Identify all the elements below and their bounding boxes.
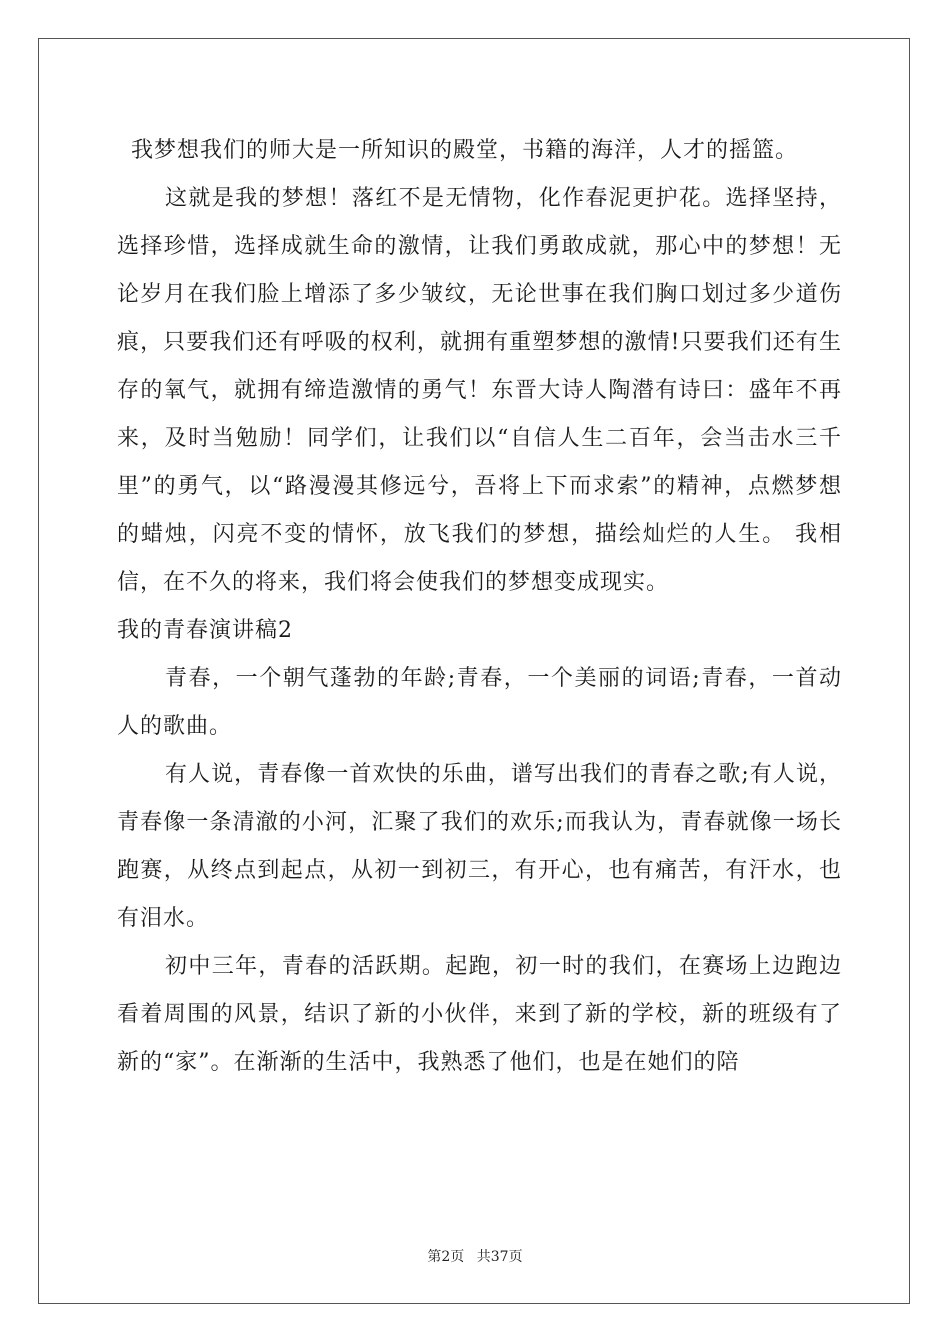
paragraph-junior-high: 初中三年，青春的活跃期。起跑，初一时的我们，在赛场上边跑边看着周围的风景，结识了新的小伙伴，来到了新的学校，新的班级有了新的“家”。在渐渐的生活中，我熟悉了他们，也是在她们的陪 (117, 954, 842, 1075)
page-total: 共37页 (476, 1249, 523, 1265)
paragraph-youth-intro: 青春，一个朝气蓬勃的年龄;青春，一个美丽的词语;青春，一首动人的歌曲。 (117, 666, 842, 739)
paragraph-youth-metaphor: 有人说，青春像一首欢快的乐曲，谱写出我们的青春之歌;有人说，青春像一条清澈的小河，汇聚了我们的欢乐;而我认为，青春就像一场长跑赛，从终点到起点，从初一到初三，有开心，也有痛苦，有汗水，也有泪水。 (117, 762, 842, 931)
paragraph-dream-intro: 我梦想我们的师大是一所知识的殿堂，书籍的海洋，人才的摇篮。 (131, 138, 799, 163)
page-number: 第2页 (427, 1249, 465, 1265)
paragraph-dream: 这就是我的梦想！落红不是无情物，化作春泥更护花。选择坚持，选择珍惜，选择成就生命的激情，让我们勇敢成就，那心中的梦想！无论岁月在我们脸上增添了多少皱纹，无论世事在我们胸口划过多少道伤痕，只要我们还有呼吸的权利，就拥有重塑梦想的激情!只要我们还有生存的氧气，就拥有缔造激情的勇气！东晋大诗人陶潜有诗曰：盛年不再来，及时当勉励！同学们，让我们以“自信人生二百年，会当击水三千里”的勇气，以“路漫漫其修远兮，吾将上下而求索”的精神，点燃梦想的蜡烛，闪亮不变的情怀，放飞我们的梦想，描绘灿烂的人生。 我相信，在不久的将来，我们将会使我们的梦想变成现实。 (117, 186, 842, 595)
section-heading: 我的青春演讲稿2 (117, 618, 293, 643)
page-footer (0, 1246, 950, 1266)
document-body (117, 127, 842, 1087)
